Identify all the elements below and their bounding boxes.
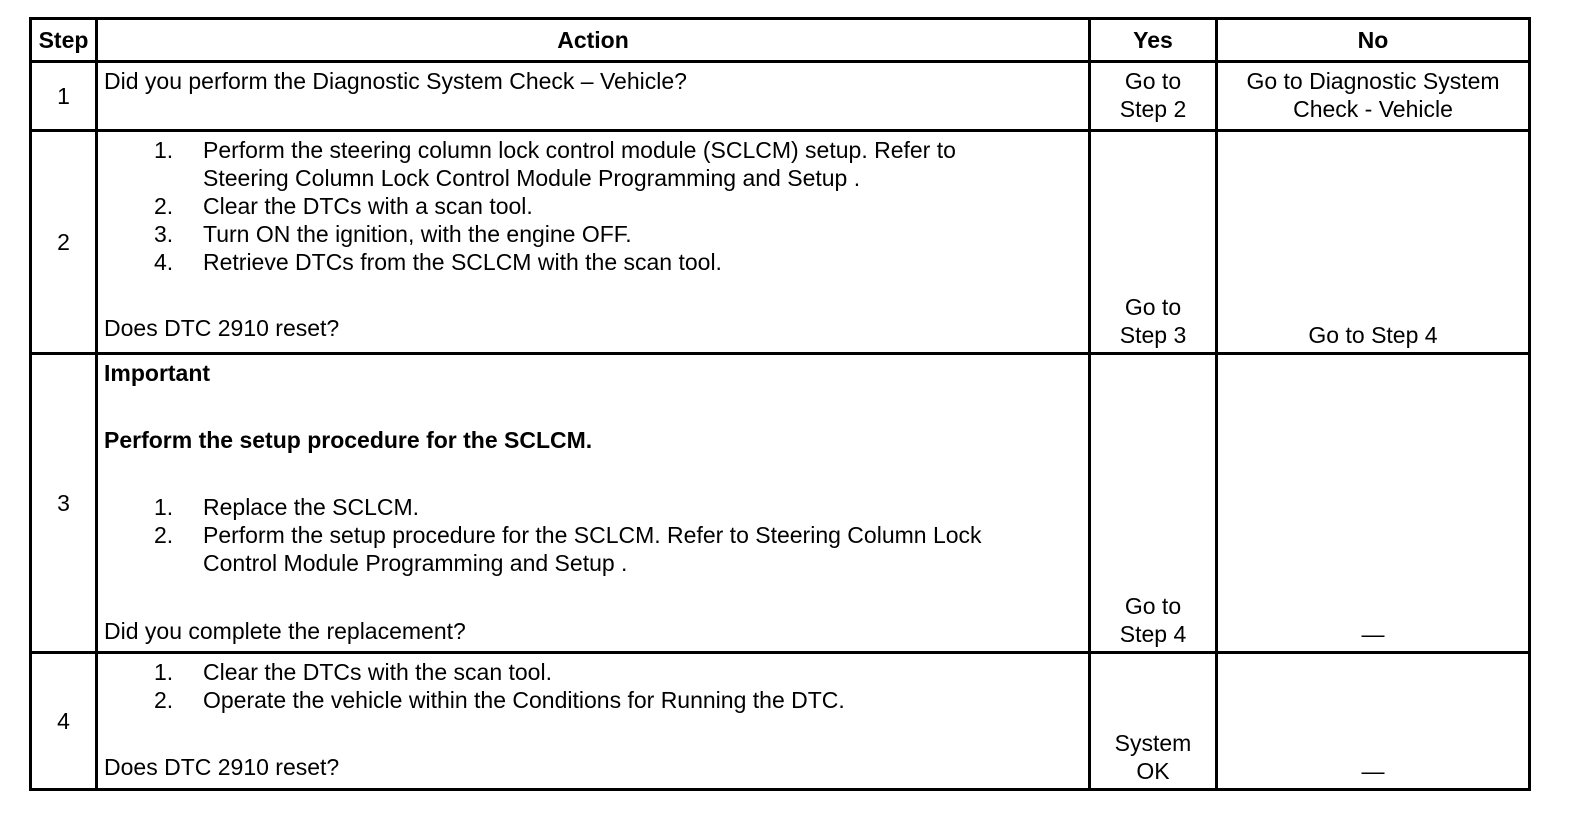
list-item-number: 3.	[154, 221, 174, 247]
important-note: Perform the setup procedure for the SCLCM.	[104, 427, 593, 453]
step-number: 4	[31, 653, 97, 790]
yes-line: OK	[1136, 758, 1170, 784]
list-item	[104, 521, 1082, 577]
table-row	[31, 653, 1530, 790]
list-item	[104, 686, 1082, 714]
yes-cell	[1090, 62, 1217, 131]
step-number: 1	[31, 62, 97, 131]
list-item-number: 2.	[154, 193, 174, 219]
list-item-number: 2.	[154, 687, 174, 713]
list-item-number: 2.	[154, 522, 174, 548]
question-text: Does DTC 2910 reset?	[104, 315, 340, 341]
list-item	[104, 493, 1082, 521]
list-item	[104, 220, 1082, 248]
list-item-number: 1.	[154, 659, 174, 685]
header-yes: Yes	[1090, 19, 1217, 62]
instruction-list	[104, 658, 1082, 714]
list-item-text: Steering Column Lock Control Module Programming and Setup .	[203, 165, 861, 191]
action-cell	[97, 62, 1090, 131]
list-item-number: 1.	[154, 494, 174, 520]
list-item-number: 1.	[154, 137, 174, 163]
no-line: Go to Step 4	[1308, 322, 1438, 348]
step-number: 2	[31, 131, 97, 354]
important-label: Important	[104, 360, 211, 386]
instruction-list	[104, 136, 1082, 276]
list-item-text: Perform the steering column lock control module (SCLCM) setup. Refer to	[203, 137, 956, 163]
list-item	[104, 658, 1082, 686]
no-dash: —	[1361, 758, 1385, 784]
action-cell	[97, 131, 1090, 354]
table-row	[31, 131, 1530, 354]
no-line: Go to Diagnostic System	[1246, 68, 1500, 94]
no-cell	[1217, 62, 1530, 131]
list-item-number: 4.	[154, 249, 174, 275]
no-dash: —	[1361, 621, 1385, 647]
question-text: Did you complete the replacement?	[104, 618, 466, 644]
list-item-text: Operate the vehicle within the Conditions for Running the DTC.	[203, 687, 845, 713]
header-no: No	[1217, 19, 1530, 62]
list-item-text: Perform the setup procedure for the SCLCM. Refer to Steering Column Lock	[203, 522, 982, 548]
table-row	[31, 354, 1530, 653]
list-item-text: Turn ON the ignition, with the engine OFF.	[203, 221, 632, 247]
header-action: Action	[97, 19, 1090, 62]
question-text: Did you perform the Diagnostic System Check – Vehicle?	[104, 68, 687, 94]
no-cell	[1217, 354, 1530, 653]
list-item-text: Replace the SCLCM.	[203, 494, 420, 520]
list-item-text: Retrieve DTCs from the SCLCM with the scan tool.	[203, 249, 722, 275]
yes-line: Step 2	[1119, 96, 1187, 122]
yes-line: System	[1114, 730, 1192, 756]
diagnostic-table	[29, 17, 1531, 791]
list-item-text: Clear the DTCs with a scan tool.	[203, 193, 533, 219]
no-line: Check - Vehicle	[1293, 96, 1453, 122]
yes-cell	[1090, 131, 1217, 354]
question-text: Does DTC 2910 reset?	[104, 754, 340, 780]
yes-line: Step 3	[1119, 322, 1187, 348]
yes-line: Go to	[1124, 68, 1182, 94]
header-step: Step	[31, 19, 97, 62]
list-item	[104, 248, 1082, 276]
yes-cell	[1090, 653, 1217, 790]
list-item	[104, 136, 1082, 192]
yes-cell	[1090, 354, 1217, 653]
no-cell	[1217, 131, 1530, 354]
step-number: 3	[31, 354, 97, 653]
instruction-list	[104, 493, 1082, 577]
no-cell	[1217, 653, 1530, 790]
header-row	[31, 19, 1530, 62]
list-item	[104, 192, 1082, 220]
action-cell	[97, 354, 1090, 653]
action-cell	[97, 653, 1090, 790]
table-row	[31, 62, 1530, 131]
yes-line: Go to	[1124, 294, 1182, 320]
yes-line: Go to	[1124, 593, 1182, 619]
list-item-text: Clear the DTCs with the scan tool.	[203, 659, 552, 685]
yes-line: Step 4	[1119, 621, 1187, 647]
list-item-text: Control Module Programming and Setup .	[203, 550, 628, 576]
